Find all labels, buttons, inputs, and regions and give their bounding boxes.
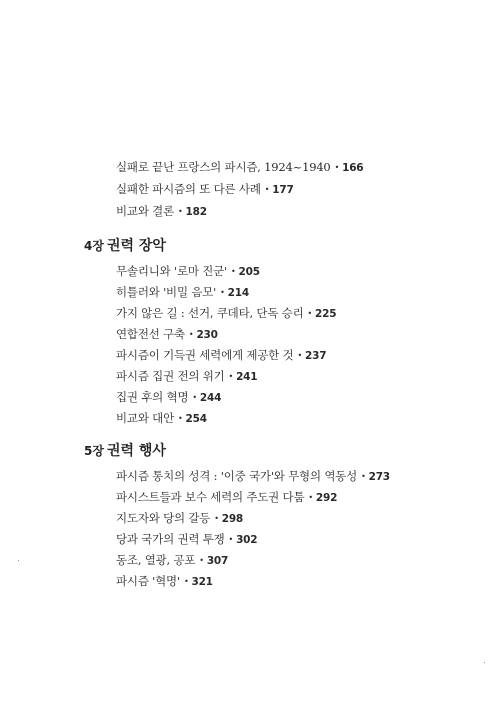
toc-entry-title: 히틀러와 '비밀 음모' [116, 285, 217, 299]
toc-entry-title: 당과 국가의 권력 투쟁 [116, 532, 225, 546]
toc-entry-title: 비교와 대안 [116, 411, 174, 425]
toc-entry[interactable] [116, 490, 337, 506]
toc-entry-title: 무솔리니와 '로마 진군' [116, 264, 228, 278]
toc-entry-title: 집권 후의 혁명 [116, 390, 189, 404]
toc-entry-title: 실패로 끝난 프랑스의 파시즘, 1924~1940 [116, 160, 331, 174]
chapter-title: 권력 행사 [106, 443, 166, 459]
toc-entry-title: 연합전선 구축 [116, 327, 185, 341]
toc-entry-title: 파시즘 '혁명' [116, 574, 180, 588]
toc-entry-page: 321 [191, 576, 213, 588]
chapter-title: 권력 장악 [106, 238, 166, 254]
toc-entry[interactable] [116, 574, 213, 590]
bullet: • [178, 414, 183, 423]
toc-entry-page: 166 [342, 162, 364, 174]
toc-entry[interactable] [116, 369, 257, 385]
toc-entry[interactable] [116, 204, 207, 220]
scan-speck [18, 560, 19, 561]
bullet: • [307, 309, 313, 318]
bullet: • [228, 372, 234, 381]
bullet: • [231, 267, 236, 276]
toc-entry-page: 292 [315, 492, 338, 504]
toc-entry-title: 동조, 열광, 공포 [116, 553, 196, 567]
bullet: • [178, 207, 183, 216]
toc-entry[interactable] [116, 532, 257, 548]
toc-entry-page: 273 [368, 471, 390, 483]
toc-entry-title: 비교와 결론 [116, 204, 174, 218]
toc-entry-title: 파시즘 집권 전의 위기 [116, 369, 225, 383]
toc-entry[interactable] [116, 511, 243, 527]
bullet: • [264, 185, 270, 194]
toc-entry-title: 파시즘이 기득권 세력에게 제공한 것 [116, 348, 294, 362]
chapter-heading[interactable] [84, 235, 166, 255]
toc-entry-page: 302 [236, 534, 258, 546]
toc-entry[interactable] [116, 469, 390, 485]
toc-entry-page: 237 [305, 350, 327, 362]
bullet: • [183, 577, 189, 586]
toc-entry-title: 파시스트들과 보수 세력의 주도권 다툼 [116, 490, 305, 504]
bullet: • [308, 493, 313, 502]
toc-entry-title: 실패한 파시즘의 또 다른 사례 [116, 182, 261, 196]
toc-entry-page: 205 [238, 266, 260, 278]
bullet: • [199, 556, 204, 565]
toc-entry[interactable] [116, 160, 363, 176]
toc-entry[interactable] [116, 285, 249, 301]
scan-speck [484, 662, 485, 663]
toc-entry-page: 244 [199, 392, 222, 404]
toc-entry-page: 307 [206, 555, 229, 567]
toc-entry[interactable] [116, 411, 207, 427]
chapter-heading[interactable] [84, 440, 166, 460]
bullet: • [220, 288, 225, 297]
toc-entry[interactable] [116, 306, 336, 322]
toc-entry-page: 298 [221, 513, 244, 525]
bullet: • [361, 472, 366, 481]
toc-entry[interactable] [116, 553, 228, 569]
bullet: • [228, 535, 234, 544]
chapter-number: 5장 [84, 444, 104, 458]
bullet: • [214, 514, 219, 523]
toc-entry-page: 225 [315, 308, 337, 320]
toc-entry-page: 241 [236, 371, 258, 383]
toc-entry-page: 214 [227, 287, 249, 299]
toc-entry[interactable] [116, 264, 260, 280]
bullet: • [188, 330, 194, 339]
bullet: • [192, 393, 197, 402]
toc-entry[interactable] [116, 390, 221, 406]
toc-entry[interactable] [116, 327, 218, 343]
toc-entry-title: 지도자와 당의 갈등 [116, 511, 211, 525]
chapter-number: 4장 [84, 239, 104, 253]
toc-entry-page: 177 [272, 184, 294, 196]
toc-entry-title: 파시즘 통치의 성격 : '이중 국가'와 무형의 역동성 [116, 469, 358, 483]
toc-entry-title: 가지 않은 길 : 선거, 쿠데타, 단독 승리 [116, 306, 304, 320]
bullet: • [334, 163, 340, 172]
toc-entry-page: 230 [196, 329, 218, 341]
toc-entry[interactable] [116, 348, 326, 364]
toc-entry[interactable] [116, 182, 294, 198]
toc-entry-page: 182 [185, 206, 207, 218]
toc-entry-page: 254 [185, 413, 207, 425]
bullet: • [297, 351, 302, 360]
